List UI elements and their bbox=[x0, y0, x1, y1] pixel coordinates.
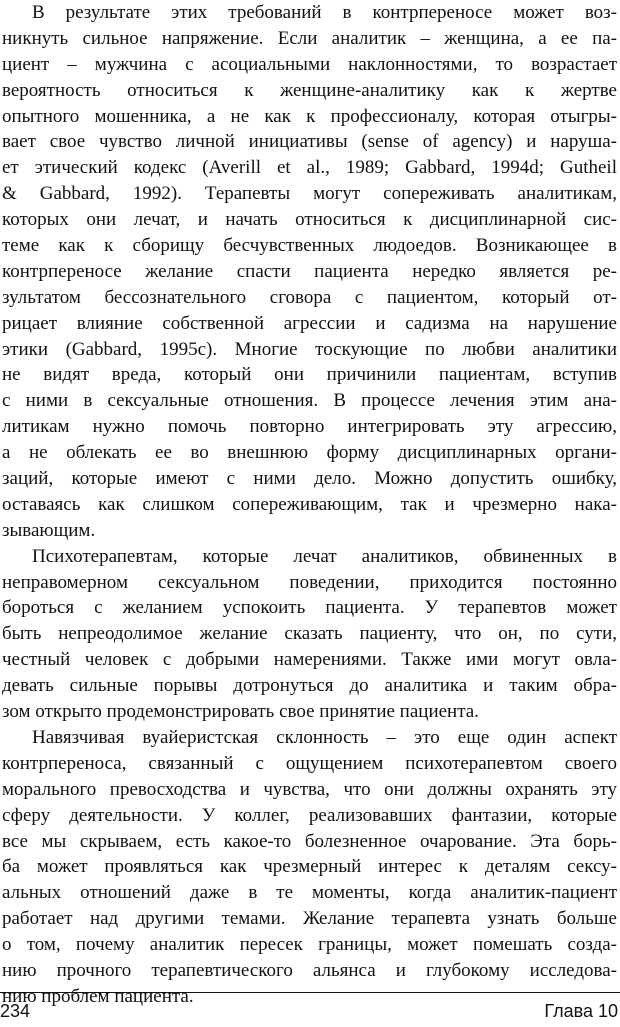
text-line: сферу деятельности. У коллег, реализовавших фантазии, которые bbox=[2, 804, 617, 826]
text-line: вает свое чувство личной инициативы (sense of agency) и наруша- bbox=[2, 131, 617, 153]
text-line: нию проблем пациента. bbox=[2, 985, 194, 1007]
text-line: теме как к сборищу бесчувственных людоедов. Возникающее в bbox=[2, 235, 617, 257]
text-line: зывающим. bbox=[2, 519, 96, 541]
text-line: морального превосходства и чувства, что они должны охранять эту bbox=[2, 778, 617, 800]
text-line: литикам нужно помочь повторно интегрировать эту агрессию, bbox=[2, 416, 617, 438]
text-line: нию прочного терапевтического альянса и глубокому исследова- bbox=[2, 959, 617, 981]
text-line: работает над другими темами. Желание терапевта узнать больше bbox=[2, 908, 617, 930]
text-line: Психотерапевтам, которые лечат аналитиков, обвиненных в bbox=[32, 545, 617, 567]
text-line: быть непреодолимое желание сказать пациенту, что он, по сути, bbox=[2, 623, 617, 645]
text-line: девать сильные порывы дотронуться до аналитика и таким обра- bbox=[2, 675, 617, 697]
text-line: контрпереноса, связанный с ощущением психотерапевтом своего bbox=[2, 752, 617, 774]
text-line: опытного мошенника, а не как к профессионалу, которая отыгры- bbox=[2, 105, 617, 127]
text-line: & Gabbard, 1992). Терапевты могут сопереживать аналитикам, bbox=[2, 183, 617, 205]
text-line: никнуть сильное напряжение. Если аналитик – женщина, а ее па- bbox=[2, 27, 617, 49]
text-line: В результате этих требований в контрпереносе может воз- bbox=[32, 2, 617, 23]
text-line: циент – мужчина с асоциальными наклонностями, то возрастает bbox=[2, 53, 617, 75]
text-line: этики (Gabbard, 1995c). Многие тоскующие по любви аналитики bbox=[2, 338, 617, 360]
footer-rule bbox=[0, 992, 620, 993]
text-line: контрпереносе желание спасти пациента нередко является ре- bbox=[2, 260, 617, 282]
text-line: вероятность относиться к женщине-аналитику как к жертве bbox=[2, 79, 617, 101]
text-line: заций, которые имеют с ними дело. Можно допустить ошибку, bbox=[2, 468, 617, 490]
text-line: ет этический кодекс (Averill et al., 1989; Gabbard, 1994d; Gutheil bbox=[2, 157, 617, 179]
text-line: альных отношений даже в те моменты, когда аналитик-пациент bbox=[2, 882, 617, 904]
text-line: зультатом бессознательного сговора с пациентом, который от- bbox=[2, 286, 617, 308]
text-line: а не облекать ее во внешнюю форму дисциплинарных органи- bbox=[2, 442, 617, 464]
page-number: 234 bbox=[0, 1001, 31, 1021]
text-line: зом открыто продемонстрировать свое принятие пациента. bbox=[2, 701, 479, 723]
text-line: оставаясь как слишком сопереживающим, так и чрезмерно нака- bbox=[2, 493, 617, 515]
chapter-label: Глава 10 bbox=[544, 1001, 618, 1021]
body-text bbox=[2, 0, 617, 1010]
text-line: ба может проявляться как чрезмерный интерес к деталям сексу- bbox=[2, 856, 617, 878]
text-line: все мы скрываем, есть какое-то болезненное очарование. Эта борь- bbox=[2, 830, 617, 852]
text-line: о том, почему аналитик пересек границы, может помешать созда- bbox=[2, 934, 617, 956]
text-line: с ними в сексуальные отношения. В процессе лечения этим ана- bbox=[2, 390, 617, 412]
text-line: честный человек с добрыми намерениями. Также ими могут овла- bbox=[2, 649, 617, 671]
text-line: Навязчивая вуайеристская склонность – это еще один аспект bbox=[32, 726, 617, 748]
text-line: рицает влияние собственной агрессии и садизма на нарушение bbox=[2, 312, 617, 334]
text-line: которых они лечат, и начать относиться к дисциплинарной сис- bbox=[2, 209, 617, 231]
text-line: не видят вреда, который они причинили пациентам, вступив bbox=[2, 364, 617, 386]
text-line: бороться с желанием успокоить пациента. У терапевтов может bbox=[2, 597, 617, 619]
text-line: неправомерном сексуальном поведении, приходится постоянно bbox=[2, 571, 617, 593]
